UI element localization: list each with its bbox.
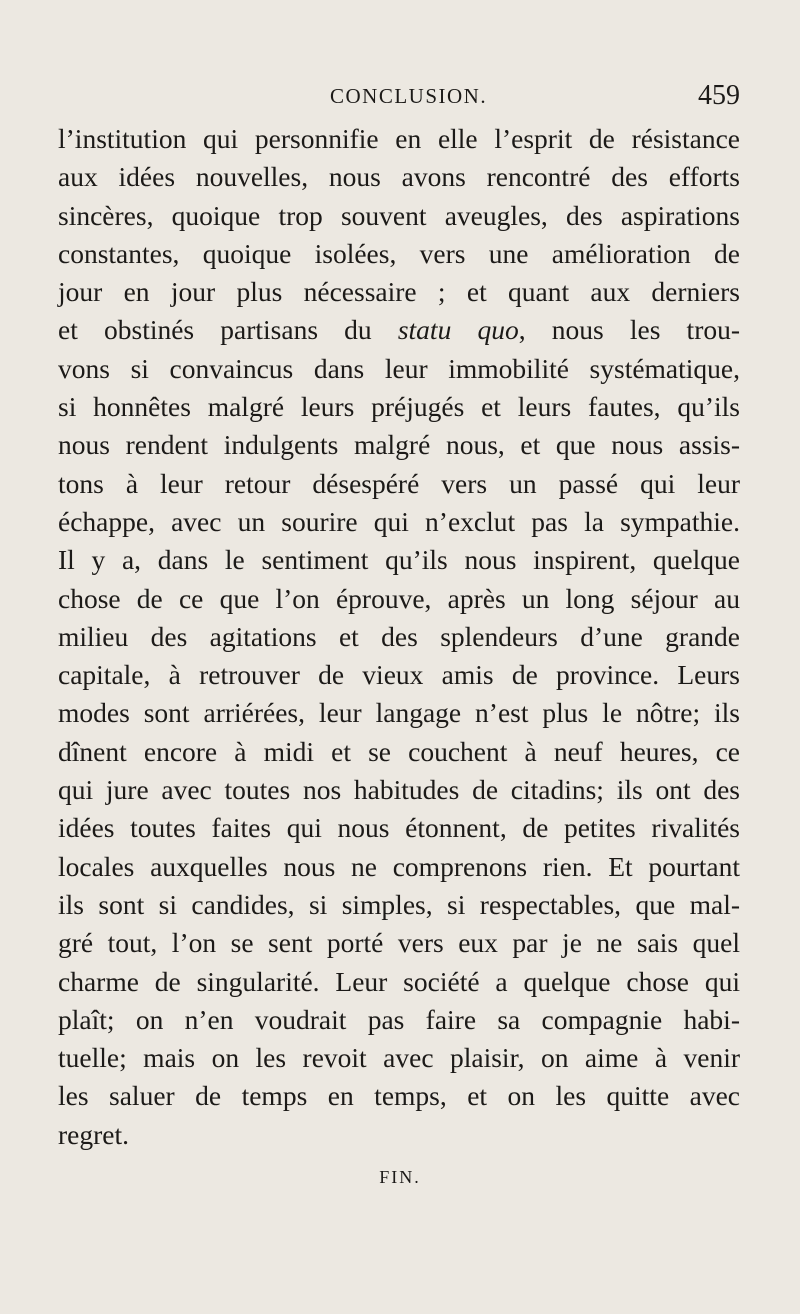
text-line: locales auxquelles nous ne comprenons rien. Et pourtant [58, 850, 740, 882]
text-line: chose de ce que l’on éprouve, après un long séjour au [58, 582, 740, 614]
text-line: jour en jour plus nécessaire ; et quant aux derniers [58, 276, 740, 308]
text-line: gré tout, l’on se sent porté vers eux par je ne sais quel [58, 927, 740, 959]
text-line [58, 311, 740, 349]
text-line: tuelle; mais on les revoit avec plaisir, on aime à venir [58, 1042, 740, 1074]
text-line: ils sont si candides, si simples, si respectables, que mal- [58, 888, 740, 920]
text-line: dînent encore à midi et se couchent à neuf heures, ce [58, 735, 740, 767]
text-line: nous rendent indulgents malgré nous, et que nous assis- [58, 429, 740, 461]
running-head [0, 80, 800, 120]
text-line: regret. [58, 1118, 129, 1150]
text-fragment: , nous les trou- [518, 314, 741, 346]
running-title: CONCLUSION. [330, 84, 488, 108]
text-line: charme de singularité. Leur société a quelque chose qui [58, 965, 740, 997]
text-line: capitale, à retrouver de vieux amis de province. Leurs [58, 659, 740, 691]
text-line: si honnêtes malgré leurs préjugés et leurs fautes, qu’ils [58, 391, 740, 423]
text-line: Il y a, dans le sentiment qu’ils nous inspirent, quelque [58, 544, 740, 576]
end-mark: FIN. [379, 1167, 421, 1187]
italic-phrase: statu quo [397, 314, 519, 346]
text-line: idées toutes faites qui nous étonnent, de petites rivalités [58, 812, 740, 844]
text-line: plaît; on n’en voudrait pas faire sa compagnie habi- [58, 1003, 740, 1035]
body-text [58, 120, 740, 1154]
text-line: les saluer de temps en temps, et on les quitte avec [58, 1080, 740, 1112]
text-line: milieu des agitations et des splendeurs d’une grande [58, 620, 740, 652]
text-line: échappe, avec un sourire qui n’exclut pas la sympathie. [58, 505, 740, 537]
text-line: constantes, quoique isolées, vers une amélioration de [58, 237, 740, 269]
text-line: sincères, quoique trop souvent aveugles, des aspirations [58, 199, 740, 231]
text-line: tons à leur retour désespéré vers un passé qui leur [58, 467, 740, 499]
page-number: 459 [698, 80, 740, 111]
text-fragment: et obstinés partisans du [58, 314, 372, 346]
text-line: vons si convaincus dans leur immobilité systématique, [58, 352, 740, 384]
text-line: aux idées nouvelles, nous avons rencontré des efforts [58, 161, 740, 193]
text-line: modes sont arriérées, leur langage n’est plus le nôtre; ils [58, 697, 740, 729]
text-line: l’institution qui personnifie en elle l’esprit de résistance [58, 123, 740, 154]
text-line: qui jure avec toutes nos habitudes de citadins; ils ont des [58, 774, 740, 806]
